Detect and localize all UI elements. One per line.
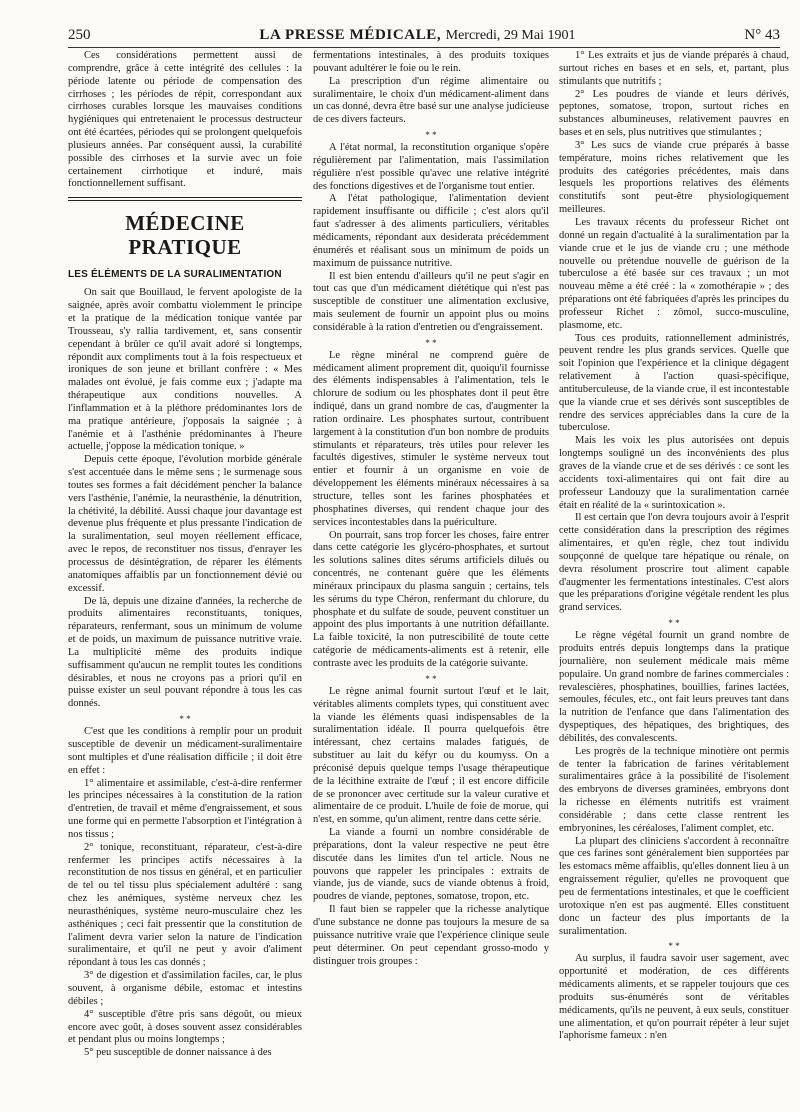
list-item: 1° alimentaire et assimilable, c'est-à-dire renfermer les principes nécessaires à la constitution de la ration d'entretien, de travail et même d'engraissement, et sous une forme qui en permette l'absorption et l'intégration à nos tissus ; <box>68 777 302 840</box>
paragraph: Les travaux récents du professeur Richet ont donné un regain d'actualité à la suralimentation par la viande crue et le jus de viande cru ; une méthode nouvelle ou prétendue nouvelle de guérison de la tuberculose a été basée sur ces travaux ; un mot nouveau même a été créé : la « zomothérapie » ; des préparations ont été fabriquées d'après les principes du professeur Richet : zômol, succo-musculine, plasmome, etc. <box>559 216 789 331</box>
column-3 <box>559 50 789 1104</box>
list-item: 5° peu susceptible de donner naissance à des <box>84 1047 272 1059</box>
paragraph: Tous ces produits, rationnellement administrés, peuvent rendre les plus grands services. Quelle que soit l'opinion que l'expérience et la clinique dégagent relativement à l'action quasi-spécifique, antituberculeuse, de la viande crue, il est incontestable que la viande crue et ses dérivés sont susceptibles de rendre des services appréciables dans la cure de la tuberculose. <box>559 332 789 434</box>
separator-stars: * * <box>668 618 680 629</box>
separator-stars: * * <box>179 714 191 725</box>
paragraph: Il est certain que l'on devra toujours avoir à l'esprit cette considération dans la prescription des régimes alimentaires, et qu'en règle, chez tout individu soupçonné de quelque tare hépatique ou rénale, on devra résolument proscrire tout aliment capable d'augmenter les fermentations intestinales. C'est alors que les préparations d'origine végétale rendent les plus grand services. <box>559 512 789 614</box>
paragraph: La viande a fourni un nombre considérable de préparations, dont la valeur respective ne peut être discutée dans les limites d'un tel article. Nous ne pouvons que rappeler les principales : extraits de viande, jus de viande, sucs de viande obtenus à froid, poudres de viande, peptones, somatose, tropon, etc. <box>313 827 549 903</box>
paragraph: fermentations intestinales, à des produits toxiques pouvant adultérer le foie ou le rein. <box>313 50 549 74</box>
paragraph: C'est que les conditions à remplir pour un produit susceptible de devenir un médicament-suralimentaire sont multiples et d'une réalisation difficile ; il doit être en effet : <box>68 726 302 776</box>
paragraph: A l'état normal, la reconstitution organique s'opère régulièrement par l'alimentation, mais l'assimilation régulière n'est possible qu'avec une relative intégrité des fonctions digestives et de l'organisme tout entier. <box>313 142 549 192</box>
list-item: 1° Les extraits et jus de viande préparés à chaud, surtout riches en bases et en sels, et, partant, plus stimulants que nutritifs ; <box>559 50 789 87</box>
paragraph: Au surplus, il faudra savoir user sagement, avec opportunité et modération, de ces différents médicaments aliments, et se rappeler toujours que ces produits sus-énumérés sont de véritables médicaments, qu'ils ne peuvent, à eux seuls, constituer une alimentation, et qu'on pourrait répéter à leur sujet l'aphorisme fameux : n'en <box>559 953 789 1042</box>
paragraph: Mais les voix les plus autorisées ont depuis longtemps souligné un des inconvénients des plus graves de la viande crue et de ses dérivés : ce sont les accidents toxi-alimentaires qui ont fait dire au professeur Landouzy que la suralimentation carnée était en réalité de la « surintoxication ». <box>559 435 789 511</box>
paragraph: Ces considérations permettent aussi de comprendre, grâce à cette intégrité des cellules : la période latente ou période de compensation des cirrhoses ; les périodes de répit, correspondant aux cirrhoses curables lorsque les mauvaises conditions hygiéniques qui entretenaient le processus destructeur ont été écartées, périodes qui se prolongent quelquefois plusieurs années. Par conséquent aussi, la curabilité possible des cirrhoses et la survie avec un foie certainement cirrhotique et induré, mais fonctionnellement suffisant. <box>68 50 302 190</box>
issue-number: N° 43 <box>744 27 780 43</box>
separator-stars: * * <box>425 130 437 141</box>
section-divider <box>68 197 302 201</box>
paragraph: On pourrait, sans trop forcer les choses, faire entrer dans cette catégorie les glycéro-phosphates, et surtout les solutions salines dites sérums artificiels dilués ou concentrés, ne contenant guère que les éléments minéraux principaux du plasma sanguin ; certains, tels les sérums du type Chéron, renfermant du chlorure, du phosphate et du sulfate de soude, peuvent constituer un appoint des plus importants à une nutrition défaillante. La faible toxicité, la non putrescibilité de toute cette catégorie de médicaments-aliments est à retenir, elle contraste avec les produits de la catégorie suivante. <box>313 529 549 669</box>
journal-title <box>259 27 575 44</box>
paragraph: La prescription d'un régime alimentaire ou suralimentaire, le choix d'un médicament-aliment dans un cas donné, devra être basé sur une analyse judicieuse de ces divers facteurs. <box>313 75 549 126</box>
paragraph: La plupart des cliniciens s'accordent à reconnaître que ces farines sont généralement bien supportées par les estomacs même affaiblis, qu'elles donnent lieu à un engraissement régulier, qu'elles ne provoquent que peu de fermentations intestinales, et que le coefficient urotoxique n'en est pas augmenté. Elles constituent donc un facteur des plus importants de la suralimentation. <box>559 835 789 937</box>
list-item: 3° de digestion et d'assimilation faciles, car, le plus souvent, à organisme débile, estomac et intestins débiles ; <box>68 970 302 1007</box>
separator-stars: * * <box>425 673 437 684</box>
page-number: 250 <box>68 27 91 43</box>
journal-name: LA PRESSE MÉDICALE, <box>259 27 442 43</box>
separator-stars: * * <box>668 941 680 952</box>
paragraph: Le règne animal fournit surtout l'œuf et le lait, véritables aliments complets types, qui constituent avec la viande les éléments quasi indispensables de la suralimentation idéale. Il pourra quelquefois être intéressant, chez certains malades fatigués, de substituer au lait du kéfyr ou du koumyss. On a préconisé depuis quelque temps l'usage thérapeutique de la lécithine extraite de l'œuf ; il est encore difficile de se prononcer avec certitude sur la valeur curative et alimentaire de ce produit. L'huile de foie de morue, qui n'est, en somme, qu'un aliment, rentre dans cette série. <box>313 685 549 826</box>
issue-date: Mercredi, 29 Mai 1901 <box>445 28 576 43</box>
page-header <box>68 18 780 48</box>
column-1 <box>68 50 302 1104</box>
paragraph: Il faut bien se rappeler que la richesse analytique d'une substance ne donne pas toujours la mesure de sa puissance nutritive vraie que l'expérience clinique seule peut déterminer. On peut cependant grosso-modo y distinguer trois groupes : <box>313 904 549 967</box>
paragraph: Le règne végétal fournit un grand nombre de produits entrés depuis longtemps dans la pratique journalière, non seulement médicale mais même populaire. Un grand nombre de farines commerciales : revalescières, phosphatines, bouillies, farines lactées, semoules, fécules, etc., ont fait leurs preuves tant dans la nutrition de l'enfance que dans l'alimentation des dyspeptiques, des hépatiques, des brightiques, des débilités, des convalescents. <box>559 630 789 744</box>
list-item: 2° Les poudres de viande et leurs dérivés, peptones, somatose, tropon, surtout riches en substances albumineuses, relativement pauvres en bases et en sels, plus nutritives que stimulantes ; <box>559 88 789 139</box>
list-item: 3° Les sucs de viande crue préparés à basse température, moins riches relativement que les produits des catégories précédentes, mais dans lesquels les proportions relatives des éléments constitutifs sont peut-être physiologiquement meilleures. <box>559 139 789 216</box>
paragraph: Depuis cette époque, l'évolution morbide générale s'est accentuée dans le même sens ; le surmenage sous toutes ses formes a fait décidément pencher la balance vers l'asthénie, l'anémie, la neurasthénie, la dénutrition, la chétivité, la débilité. Aussi chaque jour davantage est devenue plus fréquente et plus pressante l'indication de la suralimentation, seul moyen réellement efficace, avec le repos, de reconstituer nos tissus, d'enrayer les processus de désintégration, de réparer les éléments anatomiques affaiblis par un fonctionnement dévié ou excessif. <box>68 454 302 594</box>
paragraph: Les progrès de la technique minotière ont permis de tenter la fabrication de farines véritablement suralimentaires grâce à la possibilité de l'isolement des embryons de diverses graminées, embryons dont la richesse en éléments nutritifs est vraiment considérable ; dans cette classe rentrent les embryonines, les céréaloses, l'aliment complet, etc. <box>559 745 789 834</box>
paragraph: Il est bien entendu d'ailleurs qu'il ne peut s'agir en tout cas que d'un médicament diététique qui n'est pas susceptible de constituer une alimentation exclusive, mais seulement de fournir un appoint plus ou moins considérable à la ration d'entretien ou d'engraissement. <box>313 270 549 333</box>
article-title: LES ÉLÉMENTS DE LA SURALIMENTATION <box>68 269 282 281</box>
separator-stars: * * <box>425 337 437 348</box>
paragraph: De là, depuis une dizaine d'années, la recherche de produits alimentaires reconstituants, toniques, réparateurs, renfermant, sous un minimum de volume et de poids, un maximum de puissance nutritive vraie. La multiplicité même des produits indique suffisamment qu'aucun ne remplit toutes les conditions désirables, et nous ne croyons pas a priori qu'il en puisse exister un seul pouvant répondre à tous les cas donnés. <box>68 595 302 710</box>
section-title: MÉDECINE PRATIQUE <box>125 211 245 260</box>
paragraph: Le règne minéral ne comprend guère de médicament aliment proprement dit, quoiqu'il fournisse des éléments indispensables à l'alimentation, tels le chlorure de sodium ou les phosphates dont il peut être indiqué, dans un grand nombre de cas, d'augmenter la ration ordinaire. Les phosphates surtout, contribuent largement à la constitution d'un bon nombre de produits stimulants et réparateurs, très utiles pour relever les facultés digestives, stimuler le système nerveux tout entier et fournir à un organisme en voie de développement les éléments minéraux nécessaires à sa structure, telles sont les farines phosphatées et phosphatines diverses, qui rendent chaque jour des services incontestables dans la puériculture. <box>313 349 549 528</box>
paragraph: A l'état pathologique, l'alimentation devient rapidement insuffisante ou difficile ; c'est alors qu'il faut s'adresser à des aliments particuliers, véritables médicaments, répondant aux desiderata précédemment énumérés et réalisant sous un minimum de poids un maximum de puissance nutritive. <box>313 193 549 269</box>
list-item: 4° susceptible d'être pris sans dégoût, ou mieux encore avec goût, à doses souvent assez considérables et pendant plus ou moins longtemps ; <box>68 1008 302 1046</box>
paragraph: On sait que Bouillaud, le fervent apologiste de la saignée, après avoir combattu violemment le principe et la pratique de la médication tonique vantée par Trousseau, s'y rallia tardivement, et, sans consentir cependant à brûler ce qu'il avait adoré si longtemps, répondit aux compliments tout à la fois respectueux et ironiques de son jeune et brillant confrère : « Mes malades ont évolué, je fais comme eux ; j'adapte ma thérapeutique aux conditions nouvelles. A l'inflammation et à la pléthore prédominantes lors de ma pratique antérieure, j'opposais la saignée ; à l'anémie et à l'asthénie prédominantes à l'heure actuelle, j'oppose la médication tonique. » <box>68 287 302 453</box>
column-2 <box>313 50 549 1104</box>
list-item: 2° tonique, reconstituant, réparateur, c'est-à-dire renfermer les principes actifs nécessaires à la reconstitution de nos tissus en général, et en particulier de tel ou tel tissu plus spécialement adultéré : sang chez les anémiques, système nerveux chez les neurasthéniques, système neuro-musculaire chez les asthéniques ; ceci fait pressentir que la constitution de l'aliment devra varier selon la nature de l'indication suralimentaire, et qu'il ne peut y avoir d'aliment répondant à tous les cas donnés ; <box>68 841 302 969</box>
